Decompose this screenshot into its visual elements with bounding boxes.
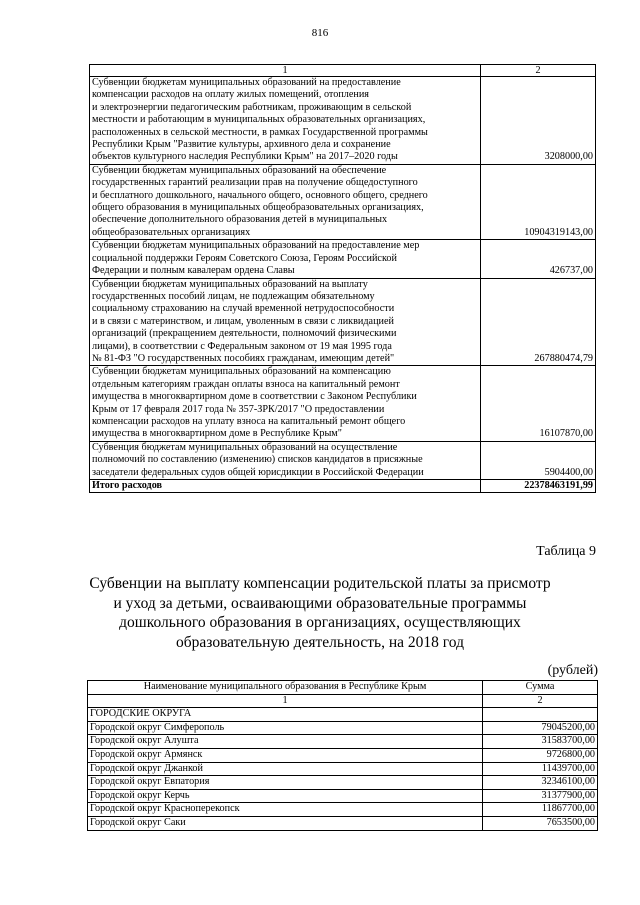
column-number: 1 [90,65,481,77]
row-amount: 10904319143,00 [481,164,596,239]
row-amount: 426737,00 [481,240,596,278]
municipality-name: Городской округ Керчь [88,789,483,803]
row-amount: 267880474,79 [481,278,596,366]
row-amount: 3208000,00 [481,77,596,165]
row-amount: 5904400,00 [481,441,596,479]
row-description: Субвенции бюджетам муниципальных образований на предоставление компенсации расходов на оплату жилых помещений, отопления и электроэнергии педагогическим работникам, проживающим в сельской местности и работающим в муниципальных образовательных организациях, расположенных в сельской местности, в рамках Государственной программы Республики Крым "Развитие культуры, архивного дела и сохранение объектов культурного наследия Республики Крым" на 2017–2020 годы [90,77,481,165]
section-row [88,708,598,722]
table-row [90,441,596,479]
municipality-amount: 11439700,00 [483,762,598,776]
municipality-name: Городской округ Армянск [88,748,483,762]
column-header: Наименование муниципального образования в Республике Крым [88,681,483,695]
municipality-name: Городской округ Красноперекопск [88,803,483,817]
municipality-amount: 9726800,00 [483,748,598,762]
table-row [90,77,596,165]
table-heading: Субвенции на выплату компенсации родительской платы за присмотр и уход за детьми, осваивающими образовательные программы дошкольного образования в организациях, осуществляющих образовательную деятельность, на 2018 год [89,575,551,651]
unit-label: (рублей) [547,663,598,678]
row-description: Субвенция бюджетам муниципальных образований на осуществление полномочий по составлению (изменению) списков кандидатов в присяжные заседатели федеральных судов общей юрисдикции в Российской Федерации [90,441,481,479]
municipality-amount: 79045200,00 [483,721,598,735]
table-row [90,278,596,366]
column-number-row [88,694,598,708]
total-row [90,480,596,493]
municipality-name: Городской округ Алушта [88,735,483,749]
empty-cell [483,708,598,722]
row-description: Субвенции бюджетам муниципальных образований на обеспечение государственных гарантий реализации прав на получение общедоступного и бесплатного дошкольного, начального общего, основного общего, среднего общего образования в муниципальных общеобразовательных организациях, обеспечение дополнительного образования детей в муниципальных общеобразовательных организациях [90,164,481,239]
table-header-row [90,65,596,77]
table-label: Таблица 9 [536,544,596,559]
table-row [88,721,598,735]
table-row [88,803,598,817]
municipality-name: Городской округ Симферополь [88,721,483,735]
total-amount: 22378463191,99 [481,480,596,493]
row-description: Субвенции бюджетам муниципальных образований на компенсацию отдельным категориям граждан оплаты взноса на капитальный ремонт имущества в многоквартирном доме в соответствии с Законом Республики Крым от 17 февраля 2017 года № 357-ЗРК/2017 "О предоставлении компенсации расходов на уплату взноса на капитальный ремонт общего имущества в многоквартирном доме в Республике Крым" [90,366,481,441]
page-number: 816 [311,27,329,39]
column-number: 2 [483,694,598,708]
table-row [88,762,598,776]
table-row [90,164,596,239]
municipality-name: Городской округ Евпатория [88,776,483,790]
row-amount: 16107870,00 [481,366,596,441]
municipality-name: Городской округ Джанкой [88,762,483,776]
expenses-table [89,64,596,493]
subventions-table [87,680,598,831]
column-number: 1 [88,694,483,708]
table-row [88,816,598,830]
table-header-row [88,681,598,695]
section-title: ГОРОДСКИЕ ОКРУГА [88,708,483,722]
municipality-amount: 11867700,00 [483,803,598,817]
table-row [90,240,596,278]
table-row [90,366,596,441]
municipality-amount: 32346100,00 [483,776,598,790]
row-description: Субвенции бюджетам муниципальных образований на предоставление мер социальной поддержки Героям Советского Союза, Героям Российской Федерации и полным кавалерам ордена Славы [90,240,481,278]
municipality-amount: 7653500,00 [483,816,598,830]
table-row [88,789,598,803]
municipality-amount: 31583700,00 [483,735,598,749]
table-row [88,776,598,790]
table-row [88,735,598,749]
column-number: 2 [481,65,596,77]
table-row [88,748,598,762]
column-header: Сумма [483,681,598,695]
municipality-amount: 31377900,00 [483,789,598,803]
municipality-name: Городской округ Саки [88,816,483,830]
total-label: Итого расходов [90,480,481,493]
row-description: Субвенции бюджетам муниципальных образований на выплату государственных пособий лицам, не подлежащим обязательному социальному страхованию на случай временной нетрудоспособности и в связи с материнством, и лицам, уволенным в связи с ликвидацией организаций (прекращением деятельности, полномочий физическими лицами), в соответствии с Федеральным законом от 19 мая 1995 года № 81-ФЗ "О государственных пособиях гражданам, имеющим детей" [90,278,481,366]
